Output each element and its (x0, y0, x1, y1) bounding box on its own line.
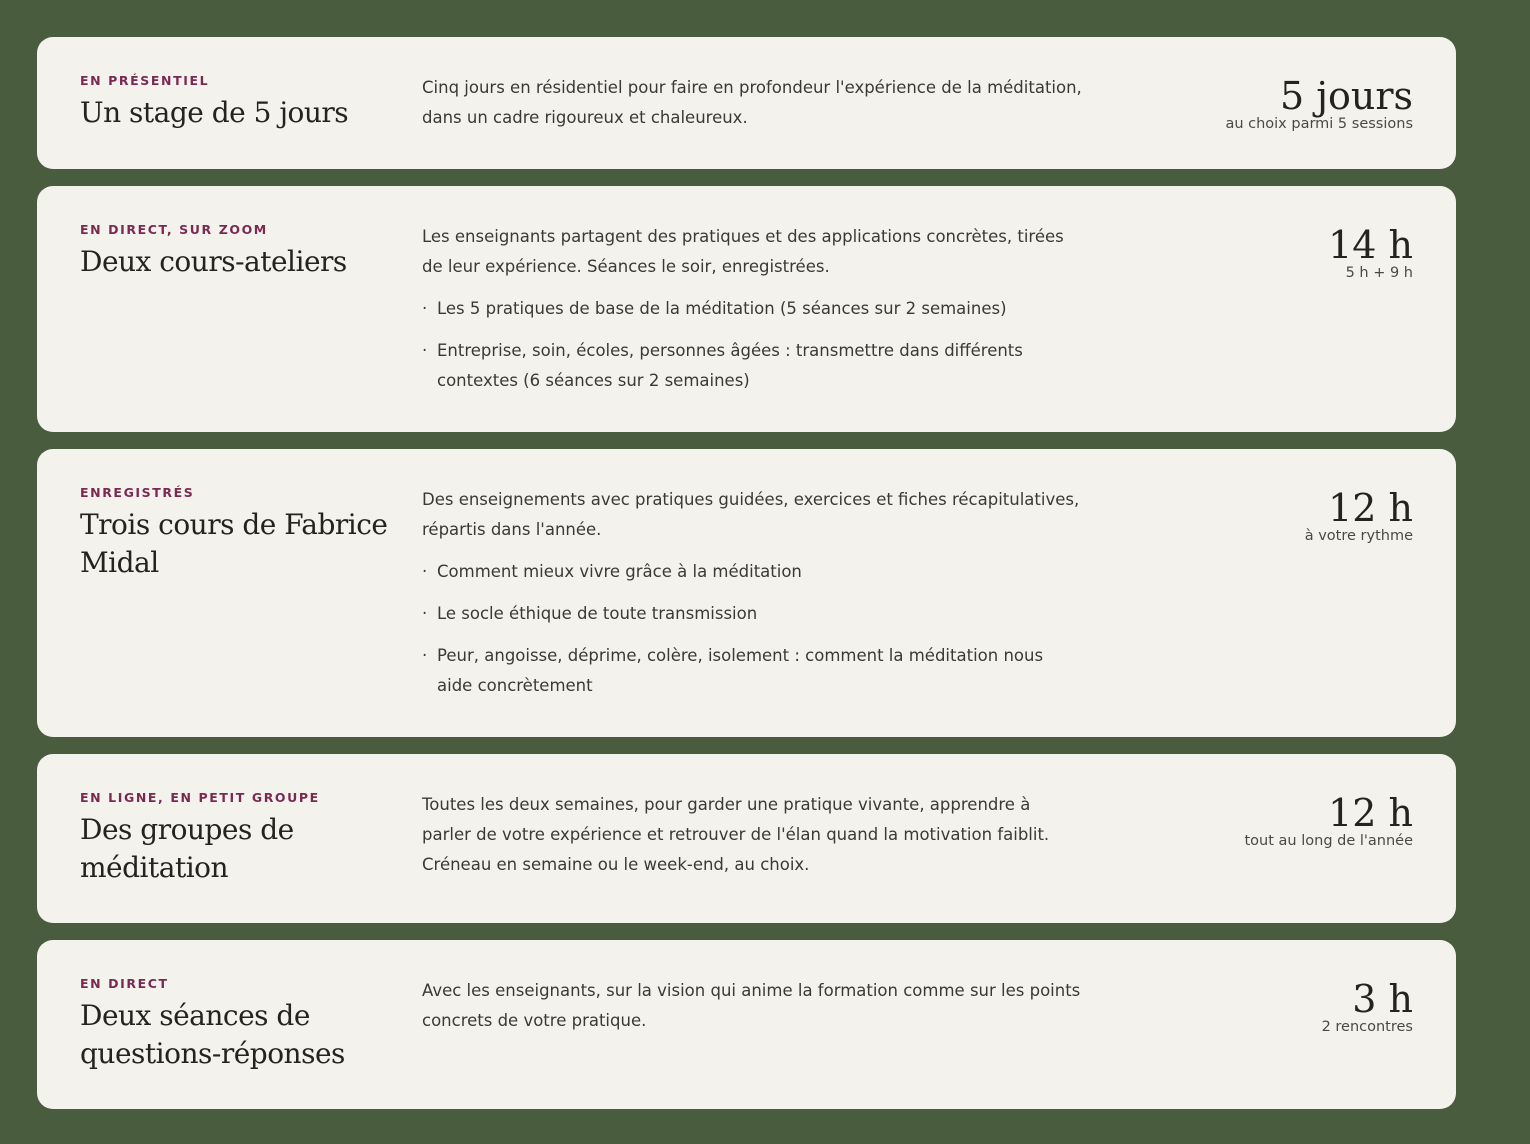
card-duration (1082, 790, 1413, 850)
card-heading (80, 485, 422, 582)
card-duration (1082, 485, 1413, 545)
duration-amount: 12 h (1328, 791, 1413, 835)
list-item: · Comment mieux vivre grâce à la méditation (422, 557, 1082, 587)
list-item: · Entreprise, soin, écoles, personnes âgées : transmettre dans différents contextes (6 séances sur 2 semaines) (422, 336, 1082, 396)
card-title: Des groupes de méditation (80, 813, 294, 884)
duration-note: au choix parmi 5 sessions (1225, 116, 1413, 132)
card-title: Deux cours-ateliers (80, 245, 347, 278)
duration-amount: 5 jours (1279, 74, 1413, 118)
card-kicker: ENREGISTRÉS (80, 485, 195, 500)
card-heading (80, 976, 422, 1073)
program-card-recorded (37, 449, 1456, 737)
card-description-text: Avec les enseignants, sur la vision qui anime la formation comme sur les points concrets de votre pratique. (422, 981, 1081, 1030)
card-title: Trois cours de Fabrice Midal (80, 508, 388, 579)
duration-amount: 3 h (1352, 977, 1413, 1021)
card-description (422, 976, 1082, 1036)
program-card-stage (37, 37, 1456, 169)
card-description-text: Toutes les deux semaines, pour garder une pratique vivante, apprendre à parler de votre expérience et retrouver de l'élan quand la motivation faiblit. Créneau en semaine ou le week-end, au choix. (422, 795, 1050, 874)
card-heading (80, 73, 422, 132)
duration-amount: 12 h (1328, 486, 1413, 530)
card-description (422, 222, 1082, 396)
card-bullet-list (422, 294, 1082, 396)
list-item: · Peur, angoisse, déprime, colère, isolement : comment la méditation nous aide concrètement (422, 641, 1082, 701)
list-item: · Les 5 pratiques de base de la méditation (5 séances sur 2 semaines) (422, 294, 1082, 324)
duration-note: 5 h + 9 h (1345, 265, 1413, 281)
program-card-groups (37, 754, 1456, 923)
duration-note: à votre rythme (1304, 528, 1413, 544)
card-description (422, 790, 1082, 880)
card-duration (1082, 73, 1413, 133)
duration-amount: 14 h (1328, 223, 1413, 267)
program-card-qa (37, 940, 1456, 1109)
program-list (37, 37, 1456, 1126)
card-title: Un stage de 5 jours (80, 96, 349, 129)
card-title: Deux séances de questions-réponses (80, 999, 345, 1070)
card-duration (1082, 222, 1413, 282)
list-item: · Le socle éthique de toute transmission (422, 599, 1082, 629)
card-description-text: Cinq jours en résidentiel pour faire en profondeur l'expérience de la méditation, dans un cadre rigoureux et chaleureux. (422, 78, 1082, 127)
duration-note: tout au long de l'année (1244, 833, 1413, 849)
card-duration (1082, 976, 1413, 1036)
duration-note: 2 rencontres (1321, 1019, 1413, 1035)
card-description (422, 73, 1082, 133)
card-heading (80, 222, 422, 281)
card-description-text: Des enseignements avec pratiques guidées, exercices et fiches récapitulatives, répartis dans l'année. (422, 490, 1080, 539)
card-kicker: EN PRÉSENTIEL (80, 73, 210, 88)
card-bullet-list (422, 557, 1082, 701)
card-description (422, 485, 1082, 701)
program-card-ateliers (37, 186, 1456, 432)
card-kicker: EN DIRECT (80, 976, 169, 991)
card-description-text: Les enseignants partagent des pratiques et des applications concrètes, tirées de leur expérience. Séances le soir, enregistrées. (422, 227, 1064, 276)
card-kicker: EN DIRECT, SUR ZOOM (80, 222, 268, 237)
card-kicker: EN LIGNE, EN PETIT GROUPE (80, 790, 320, 805)
card-heading (80, 790, 422, 887)
